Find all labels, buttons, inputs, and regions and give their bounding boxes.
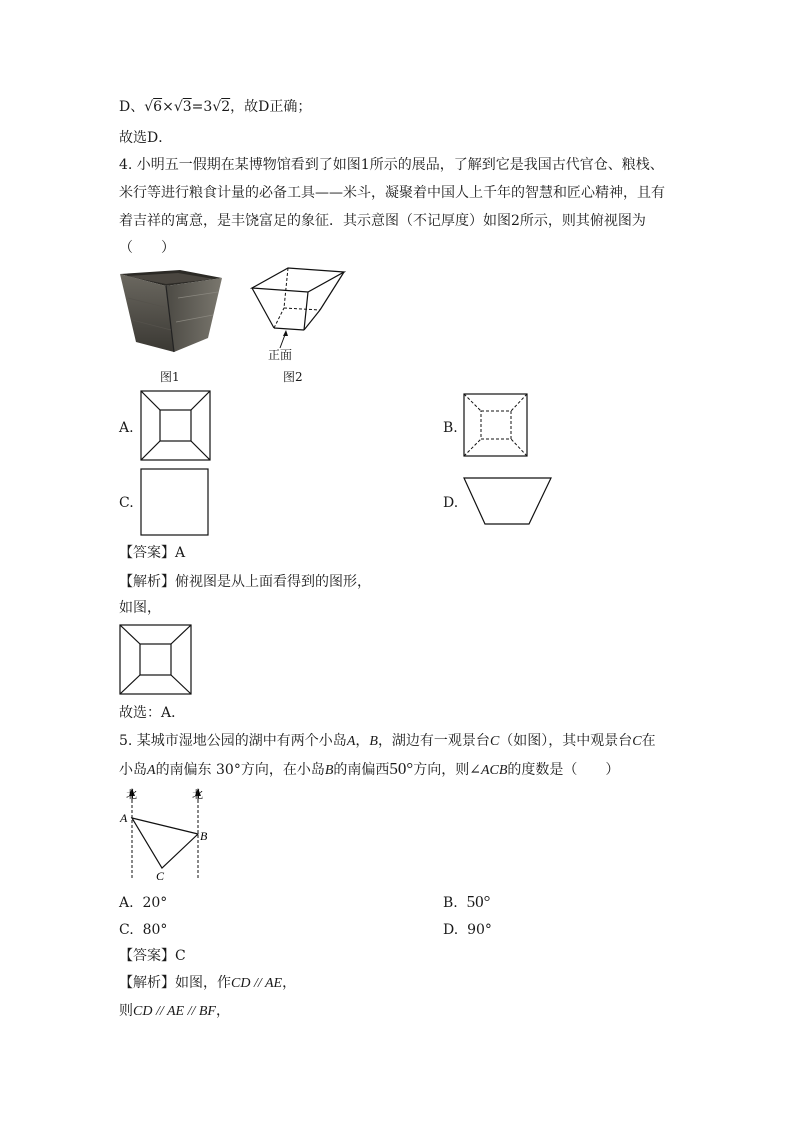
north-label-b: 北 xyxy=(192,788,203,801)
q4-option-c-label[interactable]: C. xyxy=(119,495,134,511)
q5-line2-d: 方向，则∠ xyxy=(413,762,481,778)
sqrt-symbol: √ xyxy=(144,99,154,115)
q5-analysis-line2 xyxy=(119,1001,230,1022)
option-value: 50° xyxy=(466,892,491,911)
option-value: 80° xyxy=(142,922,168,938)
fig1-caption: 图1 xyxy=(160,370,180,384)
rice-measure-photo xyxy=(118,268,224,360)
q4-as-shown: 如图， xyxy=(119,600,161,616)
q4-option-a-figure[interactable] xyxy=(140,390,212,462)
q5-then-b: ， xyxy=(215,1003,230,1019)
parallel-cd-ae-bf: CD // AE // BF xyxy=(133,1004,216,1019)
q5-comma: ， xyxy=(355,733,370,749)
option-value: 20° xyxy=(142,895,168,911)
option-value: 90° xyxy=(467,922,492,938)
q5-line2-b: 的南偏东 30°方向，在小岛 xyxy=(155,762,325,778)
q5-stem-line1 xyxy=(119,731,656,752)
sqrt-symbol: √ xyxy=(173,99,183,115)
q4-option-b-label[interactable]: B. xyxy=(443,420,458,436)
q3-prefix: D、 xyxy=(119,99,145,115)
equals-sign: = xyxy=(191,99,204,115)
q5-then: 则 xyxy=(119,1003,133,1019)
q4-option-a-label[interactable]: A. xyxy=(119,420,134,436)
coef: 3 xyxy=(203,99,213,115)
q3-choose: 故选D． xyxy=(119,130,173,146)
angle-50: 50° xyxy=(389,759,414,778)
rice-measure-diagram xyxy=(250,262,346,362)
sqrt-symbol: √ xyxy=(212,99,222,115)
var-a: A xyxy=(147,763,156,778)
fig2-caption: 图2 xyxy=(283,370,303,384)
parallel-cd-ae: CD // AE xyxy=(231,976,283,991)
q4-analysis: 【解析】俯视图是从上面看得到的图形， xyxy=(119,574,371,590)
q4-blank: （ ） xyxy=(119,240,175,256)
q5-direction-diagram xyxy=(116,784,216,884)
q5-option-b[interactable] xyxy=(443,892,490,913)
option-label: B. xyxy=(443,895,458,911)
q5-stem-b: ，湖边有一观景台 xyxy=(377,733,490,749)
q5-option-c[interactable] xyxy=(119,920,167,940)
q4-answer: 【答案】A xyxy=(119,545,186,561)
q5-option-a[interactable] xyxy=(119,893,167,913)
q3-option-d-line xyxy=(119,97,311,117)
q3-suffix: ，故D正确； xyxy=(230,99,312,115)
angle-acb: ACB xyxy=(480,763,508,778)
q4-stem-line3: 着吉祥的寓意，是丰饶富足的象征．其示意图（不记厚度）如图2所示，则其俯视图为 xyxy=(119,213,646,229)
times-sign: × xyxy=(162,99,174,115)
q4-option-d-label[interactable]: D. xyxy=(443,495,459,511)
sqrt-a: 6 xyxy=(153,99,163,115)
var-b: B xyxy=(324,763,334,778)
q4-choose: 故选：A． xyxy=(119,705,186,721)
point-c-label: C xyxy=(156,869,165,883)
var-c: C xyxy=(489,734,500,749)
option-label: D. xyxy=(443,922,459,938)
sqrt-b: 3 xyxy=(182,99,192,115)
point-b-label: B xyxy=(200,829,208,843)
q5-answer: 【答案】C xyxy=(119,948,186,964)
option-label: A. xyxy=(119,895,134,911)
q5-line2-c: 的南偏西 xyxy=(333,762,390,778)
option-label: C. xyxy=(119,922,134,938)
q5-stem-c: （如图），其中观景台 xyxy=(499,733,633,749)
q4-option-b-figure[interactable] xyxy=(463,393,529,457)
front-label: 正面 xyxy=(268,348,293,362)
north-label-a: 北 xyxy=(126,788,137,801)
q4-option-d-figure[interactable] xyxy=(463,476,553,526)
var-c: C xyxy=(632,734,642,749)
point-a-label: A xyxy=(120,811,128,825)
q5-stem-d: 在 xyxy=(641,733,656,749)
q5-line2-e: 的度数是（ ） xyxy=(507,762,620,778)
q4-stem-line2: 米行等进行粮食计量的必备工具——米斗，凝聚着中国人上千年的智慧和匠心精神，且有 xyxy=(119,185,665,201)
sqrt-c: 2 xyxy=(221,99,231,115)
q5-analysis-b: ， xyxy=(282,975,297,991)
q5-analysis-line1 xyxy=(119,973,296,994)
q4-stem-line1: 4. 小明五一假期在某博物馆看到了如图1所示的展品，了解到它是我国古代官仓、粮栈、 xyxy=(119,157,664,173)
q5-stem-line2 xyxy=(119,759,619,781)
var-b: B xyxy=(369,734,378,749)
q4-option-c-figure[interactable] xyxy=(140,468,210,536)
var-a: A xyxy=(346,734,356,749)
q5-analysis-a: 【解析】如图，作 xyxy=(119,975,231,991)
q5-option-d[interactable] xyxy=(443,920,492,940)
q5-stem-a: 5. 某城市湿地公园的湖中有两个小岛 xyxy=(119,733,347,749)
q4-analysis-figure xyxy=(119,624,193,696)
q5-line2-a: 小岛 xyxy=(119,762,147,778)
